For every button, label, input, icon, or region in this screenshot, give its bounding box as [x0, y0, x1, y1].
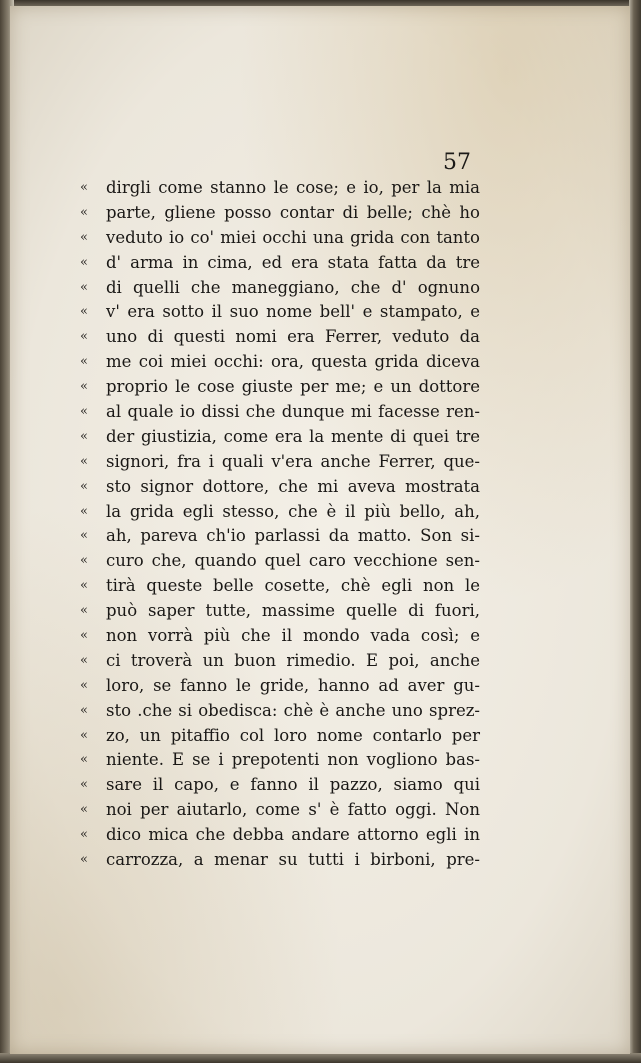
- body-text: [80, 176, 480, 873]
- line-text: loro, se fanno le gride, hanno ad aver gu-: [106, 675, 480, 695]
- quote-mark: «: [80, 652, 88, 668]
- line-text: ci troverà un buon rimedio. E poi, anche: [106, 650, 480, 670]
- book-bottom-edge: [0, 1053, 641, 1063]
- line-text: sto .che si obedisca: chè è anche uno sprez-: [106, 700, 480, 720]
- text-line: [80, 300, 480, 325]
- text-line: [80, 475, 480, 500]
- book-fore-edge: [629, 0, 641, 1063]
- text-line: [80, 524, 480, 549]
- line-text: der giustizia, come era la mente di quei tre: [106, 426, 480, 446]
- quote-mark: «: [80, 802, 88, 818]
- line-text: v' era sotto il suo nome bell' e stampato, e: [106, 302, 480, 322]
- text-line: [80, 699, 480, 724]
- line-text: carrozza, a menar su tutti i birboni, pre-: [106, 850, 480, 870]
- line-text: d' arma in cima, ed era stata fatta da tre: [106, 252, 480, 272]
- text-line: [80, 773, 480, 798]
- quote-mark: «: [80, 727, 88, 743]
- line-text: tirà queste belle cosette, chè egli non le: [106, 576, 480, 596]
- line-text: parte, gliene posso contar di belle; chè ho: [106, 202, 480, 222]
- text-line: [80, 574, 480, 599]
- text-line: [80, 823, 480, 848]
- line-text: noi per aiutarlo, come s' è fatto oggi. Non: [106, 800, 480, 820]
- quote-mark: «: [80, 453, 88, 469]
- page-number: 57: [443, 150, 471, 175]
- line-text: uno di questi nomi era Ferrer, veduto da: [106, 327, 480, 347]
- line-text: la grida egli stesso, che è il più bello, ah,: [106, 501, 480, 521]
- text-line: [80, 549, 480, 574]
- quote-mark: «: [80, 827, 88, 843]
- quote-mark: «: [80, 254, 88, 270]
- line-text: me coi miei occhi: ora, questa grida diceva: [106, 352, 480, 372]
- text-line: [80, 500, 480, 525]
- quote-mark: «: [80, 528, 88, 544]
- line-text: zo, un pitaffio col loro nome contarlo per: [106, 725, 480, 745]
- line-text: al quale io dissi che dunque mi facesse ren-: [106, 402, 480, 422]
- quote-mark: «: [80, 404, 88, 420]
- quote-mark: «: [80, 777, 88, 793]
- text-line: [80, 599, 480, 624]
- quote-mark: «: [80, 603, 88, 619]
- quote-mark: «: [80, 677, 88, 693]
- quote-mark: «: [80, 428, 88, 444]
- text-line: [80, 848, 480, 873]
- text-line: [80, 724, 480, 749]
- text-line: [80, 325, 480, 350]
- text-line: [80, 400, 480, 425]
- quote-mark: «: [80, 329, 88, 345]
- text-line: [80, 450, 480, 475]
- line-text: sto signor dottore, che mi aveva mostrata: [106, 476, 480, 496]
- text-line: [80, 276, 480, 301]
- book-page: [10, 6, 630, 1054]
- line-text: curo che, quando quel caro vecchione sen-: [106, 551, 480, 571]
- text-line: [80, 201, 480, 226]
- quote-mark: «: [80, 628, 88, 644]
- quote-mark: «: [80, 752, 88, 768]
- quote-mark: «: [80, 279, 88, 295]
- quote-mark: «: [80, 478, 88, 494]
- text-line: [80, 425, 480, 450]
- line-text: può saper tutte, massime quelle di fuori,: [106, 601, 480, 621]
- quote-mark: «: [80, 503, 88, 519]
- quote-mark: «: [80, 379, 88, 395]
- text-line: [80, 798, 480, 823]
- line-text: dirgli come stanno le cose; e io, per la mia: [106, 178, 480, 197]
- line-text: non vorrà più che il mondo vada così; e: [106, 626, 480, 646]
- quote-mark: «: [80, 354, 88, 370]
- text-line: [80, 375, 480, 400]
- text-line: [80, 226, 480, 251]
- text-line: [80, 649, 480, 674]
- quote-mark: «: [80, 852, 88, 868]
- quote-mark: «: [80, 578, 88, 594]
- text-line: [80, 748, 480, 773]
- line-text: sare il capo, e fanno il pazzo, siamo qui: [106, 775, 480, 795]
- text-line: [80, 251, 480, 276]
- quote-mark: «: [80, 229, 88, 245]
- line-text: niente. E se i prepotenti non vogliono bas-: [106, 750, 480, 770]
- line-text: signori, fra i quali v'era anche Ferrer, que-: [106, 451, 480, 471]
- text-line: [80, 674, 480, 699]
- line-text: di quelli che maneggiano, che d' ognuno: [106, 277, 480, 297]
- quote-mark: «: [80, 204, 88, 220]
- quote-mark: «: [80, 180, 88, 195]
- text-line: [80, 624, 480, 649]
- text-line: [80, 176, 480, 201]
- quote-mark: «: [80, 702, 88, 718]
- quote-mark: «: [80, 553, 88, 569]
- line-text: dico mica che debba andare attorno egli in: [106, 825, 480, 845]
- line-text: ah, pareva ch'io parlassi da matto. Son si-: [106, 526, 480, 546]
- text-line: [80, 350, 480, 375]
- line-text: veduto io co' miei occhi una grida con tanto: [106, 227, 480, 247]
- quote-mark: «: [80, 304, 88, 320]
- line-text: proprio le cose giuste per me; e un dottore: [106, 377, 480, 397]
